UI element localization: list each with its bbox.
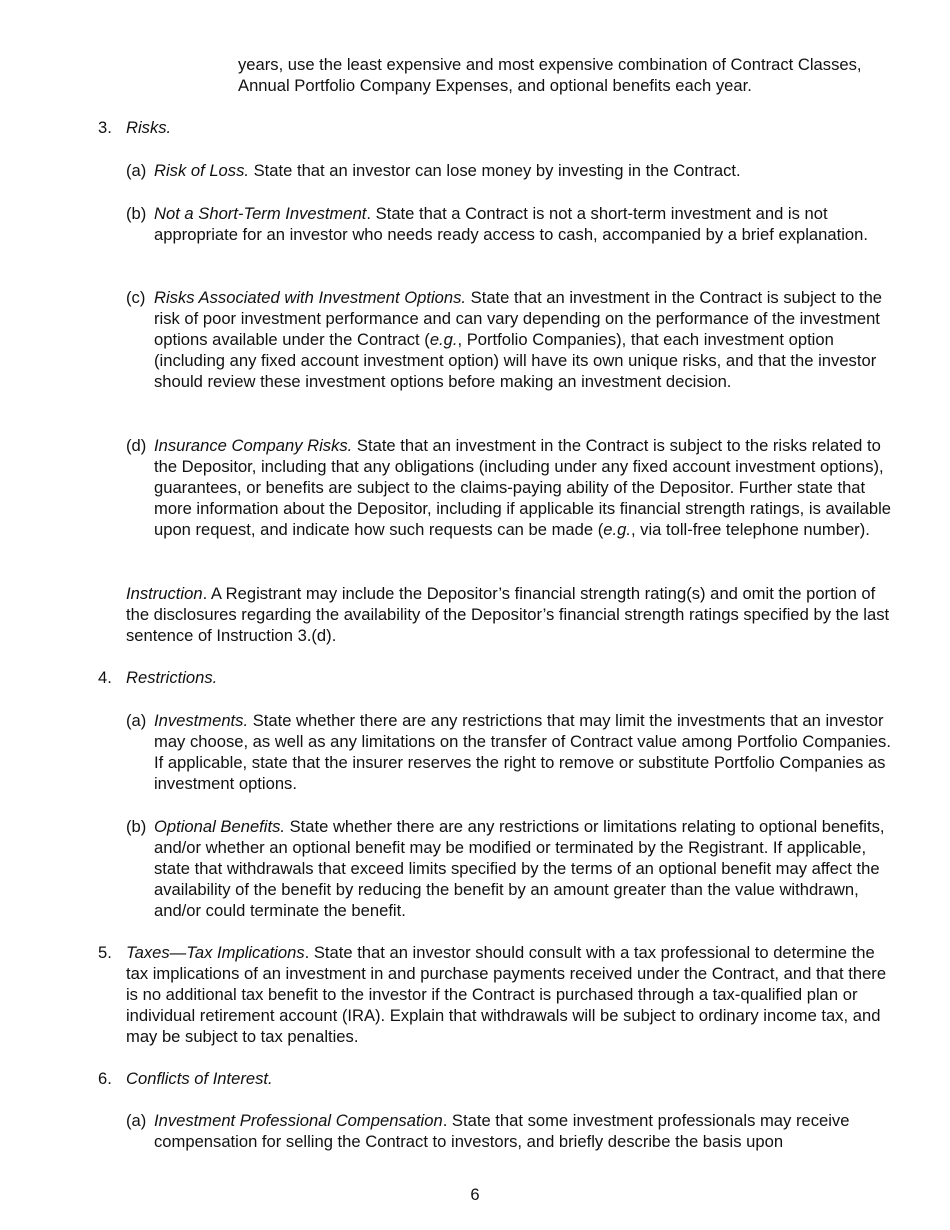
instruction-title: Instruction: [126, 584, 203, 603]
section-text: [126, 942, 898, 1047]
section-title: Taxes—Tax Implications: [126, 943, 305, 962]
section-3d: [126, 435, 896, 540]
section-3b: [126, 203, 896, 245]
item-text: [154, 160, 896, 181]
item-title: Risk of Loss.: [154, 161, 249, 180]
section-5: [98, 942, 898, 1047]
item-body: State that an investor can lose money by investing in the Contract.: [249, 161, 741, 180]
section-heading: Risks.: [126, 118, 172, 137]
item-title: Insurance Company Risks.: [154, 436, 353, 455]
item-text: [154, 1110, 896, 1152]
item-body: . State that a Contract is not a short-term investment and is not appropriate for an investor who needs ready access to cash, accompanied by a brief explanation.: [154, 204, 868, 244]
page-number: 6: [470, 1185, 480, 1204]
item-text: [154, 816, 896, 921]
item-body: . State that some investment professionals may receive compensation for selling the Contract to investors, and briefly describe the basis upon: [154, 1111, 850, 1151]
item-label: (a): [126, 161, 147, 180]
item-body: State that an investment in the Contract is subject to the risks related to the Depositor, including that any obligations (including under any fixed account investment options), guarantees, or benefits are subject to the claims-paying ability of the Depositor. Further state that more information about the Depositor, including if applicable its financial strength ratings, is available upon request, and indicate how such requests can be made (: [154, 436, 891, 539]
item-title: Risks Associated with Investment Options.: [154, 288, 467, 307]
item-body-cont: , Portfolio Companies), that each investment option (including any fixed account investment option) will have its own unique risks, and that the investor should review these investment options before making an investment decision.: [154, 330, 877, 391]
item-text: [154, 710, 896, 794]
section-heading: Restrictions.: [126, 668, 218, 687]
eg-abbrev: e.g.: [603, 520, 631, 539]
section-3a: [126, 160, 896, 181]
item-label: (c): [126, 288, 146, 307]
item-label: (b): [126, 817, 147, 836]
eg-abbrev: e.g.: [429, 330, 458, 349]
item-label: (b): [126, 204, 147, 223]
continuation-paragraph: years, use the least expensive and most expensive combination of Contract Classes, Annual Portfolio Company Expenses, and optional benefits each year.: [238, 55, 862, 95]
item-body-cont: , via toll-free telephone number).: [630, 520, 870, 539]
item-body: State that an investment in the Contract is subject to the risk of poor investment performance and can vary depending on the performance of the investment options available under the Contract (: [154, 288, 883, 349]
item-title: Not a Short-Term Investment: [154, 204, 367, 223]
section-3c: [126, 287, 896, 392]
item-body: State whether there are any restrictions or limitations relating to optional benefits, and/or whether an optional benefit may be modified or terminated by the Registrant. If applicable, state that withdrawals that exceed limits specified by the terms of an optional benefit may affect the availability of the benefit by reducing the benefit by an amount greater than the value withdrawn, and/or could terminate the benefit.: [154, 817, 885, 920]
instruction-body: . A Registrant may include the Depositor’s financial strength rating(s) and omit the portion of the disclosures regarding the availability of the Depositor’s financial strength ratings specified by the last sentence of Instruction 3.(d).: [126, 584, 890, 645]
section-number: 5.: [98, 943, 112, 962]
item-text: [154, 287, 896, 392]
item-label: (a): [126, 1111, 147, 1130]
section-6a: [126, 1110, 896, 1152]
item-body: State whether there are any restrictions that may limit the investments that an investor may choose, as well as any limitations on the transfer of Contract value among Portfolio Companies. If applicable, state that the insurer reserves the right to remove or substitute Portfolio Companies as investment options.: [154, 711, 891, 793]
item-title: Investment Professional Compensation: [154, 1111, 443, 1130]
section-heading: Conflicts of Interest.: [126, 1069, 273, 1088]
item-title: Optional Benefits.: [154, 817, 285, 836]
item-label: (a): [126, 711, 147, 730]
item-text: [154, 203, 896, 245]
item-label: (d): [126, 436, 147, 455]
section-number: 4.: [98, 668, 112, 687]
section-4b: [126, 816, 896, 921]
section-4a: [126, 710, 896, 794]
section-body: . State that an investor should consult with a tax professional to determine the tax implications of an investment in and purchase payments received under the Contract, and that there is no additional tax benefit to the investor if the Contract is purchased through a tax-qualified plan or individual retirement account (IRA). Explain that withdrawals will be subject to ordinary income tax, and may be subject to tax penalties.: [126, 943, 887, 1046]
section-number: 3.: [98, 118, 112, 137]
instruction-paragraph: [126, 583, 896, 646]
item-title: Investments.: [154, 711, 249, 730]
item-text: [154, 435, 896, 540]
section-number: 6.: [98, 1069, 112, 1088]
